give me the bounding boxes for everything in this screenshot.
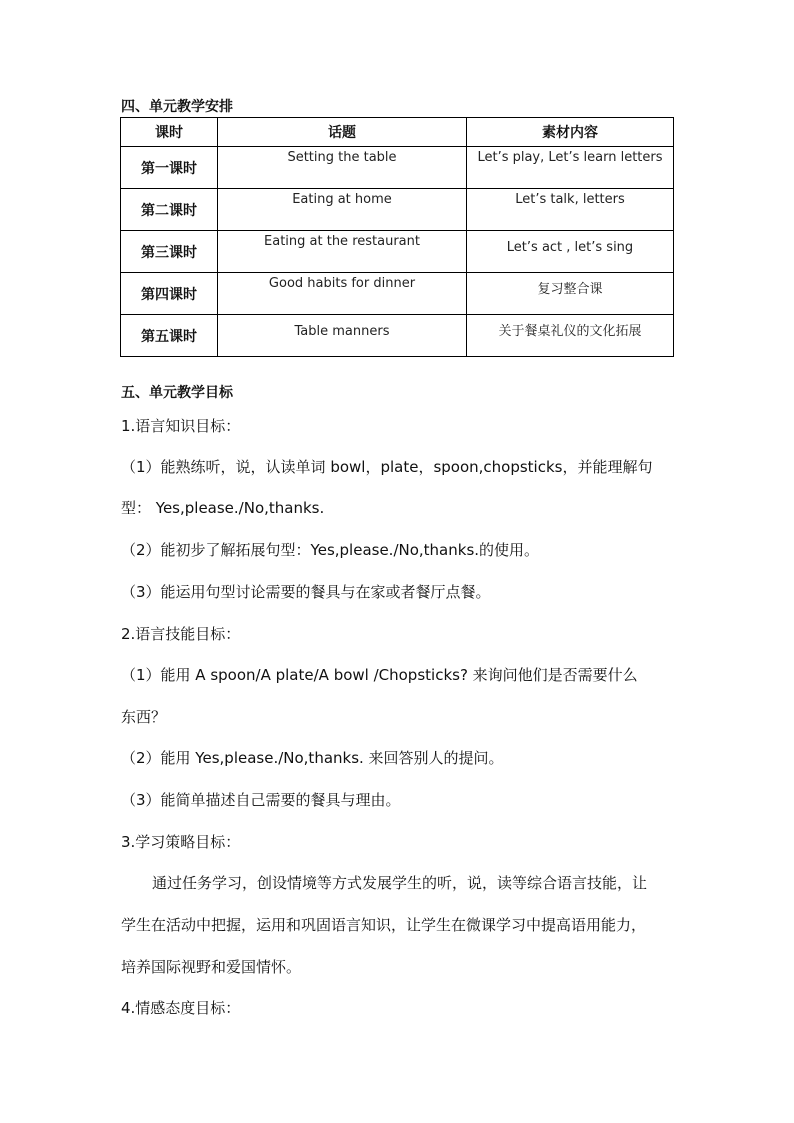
topic-cell: Table manners xyxy=(218,315,467,357)
table-row xyxy=(121,231,674,273)
header-lesson: 课时 xyxy=(121,118,218,147)
goal-item-text: （3）能运用句型讨论需要的餐具与在家或者餐厅点餐。 xyxy=(121,583,491,601)
topic-cell: Good habits for dinner xyxy=(218,273,467,315)
lesson-cell: 第四课时 xyxy=(121,273,218,315)
goal-item-text: （3）能简单描述自己需要的餐具与理由。 xyxy=(121,791,401,809)
goal-heading-language-skills: 2.语言技能目标： xyxy=(121,625,241,643)
header-topic: 话题 xyxy=(218,118,467,147)
topic-cell: Eating at home xyxy=(218,189,467,231)
goal-heading-learning-strategy: 3.学习策略目标： xyxy=(121,833,241,851)
lesson-cell: 第三课时 xyxy=(121,231,218,273)
lesson-schedule-table xyxy=(120,117,674,357)
goal-heading-language-knowledge: 1.语言知识目标： xyxy=(121,417,241,435)
material-cell: 复习整合课 xyxy=(467,273,674,315)
table-row xyxy=(121,273,674,315)
lesson-cell: 第一课时 xyxy=(121,147,218,189)
goal-item-text: （2）能用 Yes,please./No,thanks. 来回答别人的提问。 xyxy=(121,749,504,767)
lesson-cell: 第二课时 xyxy=(121,189,218,231)
material-cell: Let’s act , let’s sing xyxy=(467,231,674,273)
paragraph-line: 培养国际视野和爱国情怀。 xyxy=(121,958,302,976)
goal-item-text: （1）能熟练听，说，认读单词 bowl，plate，spoon,chopsticks，并能理解句 xyxy=(121,458,653,476)
goal-item-text: （2）能初步了解拓展句型：Yes,please./No,thanks.的使用。 xyxy=(121,541,540,559)
material-cell: Let’s talk, letters xyxy=(467,189,674,231)
goal-item-text: （1）能用 A spoon/A plate/A bowl /Chopsticks? 来询问他们是否需要什么 xyxy=(121,666,638,684)
goal-item-text: 型： Yes,please./No,thanks. xyxy=(121,499,325,517)
material-cell: Let’s play, Let’s learn letters xyxy=(467,147,674,189)
paragraph-line: 通过任务学习，创设情境等方式发展学生的听，说，读等综合语言技能，让 xyxy=(152,874,648,892)
topic-cell: Setting the table xyxy=(218,147,467,189)
goal-heading-emotional-attitude: 4.情感态度目标： xyxy=(121,999,241,1017)
section-title-unit-schedule: 四、单元教学安排 xyxy=(121,99,233,115)
material-cell: 关于餐桌礼仪的文化拓展 xyxy=(467,315,674,357)
paragraph-line: 学生在活动中把握，运用和巩固语言知识，让学生在微课学习中提高语用能力， xyxy=(121,916,647,934)
lesson-cell: 第五课时 xyxy=(121,315,218,357)
table-row xyxy=(121,147,674,189)
table-row xyxy=(121,189,674,231)
table-header-row xyxy=(121,118,674,147)
topic-cell: Eating at the restaurant xyxy=(218,231,467,273)
goal-item-text: 东西？ xyxy=(121,708,167,726)
section-title-unit-goals: 五、单元教学目标 xyxy=(121,385,233,401)
table-row xyxy=(121,315,674,357)
header-material: 素材内容 xyxy=(467,118,674,147)
